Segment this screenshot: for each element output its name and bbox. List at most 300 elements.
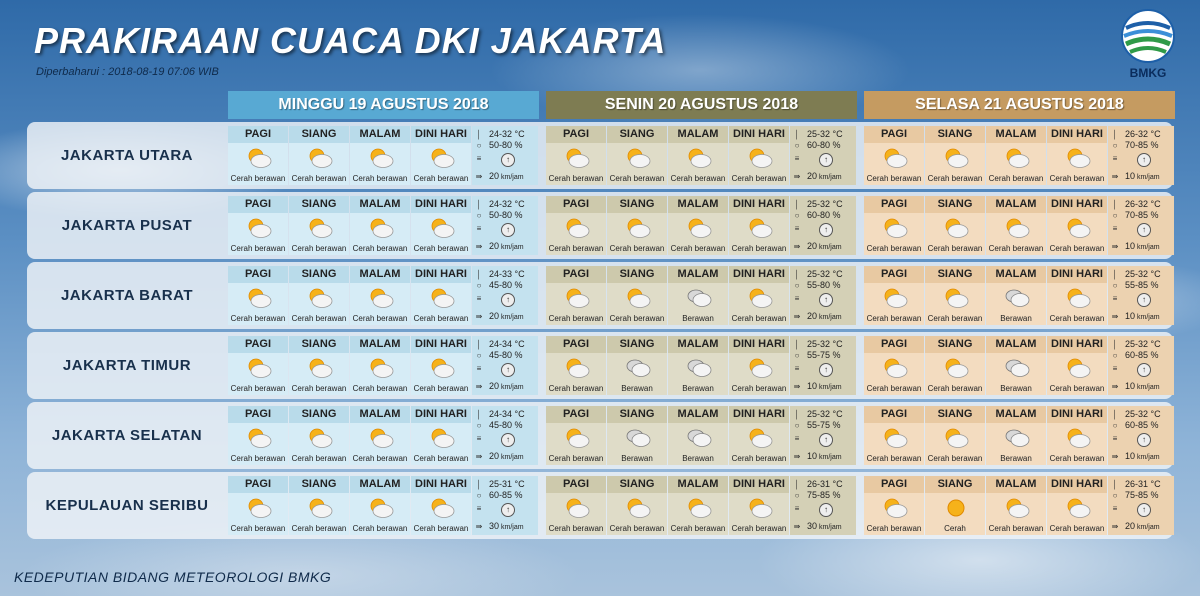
compass-icon: ↑ [819,153,833,167]
wind-unit: km/jam [819,454,842,461]
partly-cloudy-icon [564,287,590,309]
period-label: PAGI [546,336,606,353]
weather-description: Cerah berawan [731,314,787,323]
partly-cloudy-icon [625,217,651,239]
period-cell [228,476,288,535]
humidity [474,279,523,291]
partly-cloudy-icon [429,427,455,449]
period-label: MALAM [986,336,1046,353]
wind-speed-value: 20 [489,451,500,461]
weather-stats [472,126,538,185]
region-name: KEPULAUAN SERIBU [45,497,209,514]
period-label: DINI HARI [729,266,789,283]
weather-description: Cerah berawan [731,384,787,393]
temperature-value: 25-32 °C [1125,269,1161,279]
weather-description: Cerah berawan [1049,384,1105,393]
period-label: SIANG [607,126,667,143]
partly-cloudy-icon [307,427,333,449]
wind-sock-icon: ≡ [1112,364,1118,373]
compass-icon: ↑ [1137,363,1151,377]
partly-cloudy-icon [1065,497,1091,519]
period-label: DINI HARI [1047,266,1107,283]
weather-description: Cerah berawan [548,244,604,253]
partly-cloudy-icon [686,147,712,169]
compass-icon: ↑ [501,503,515,517]
wind-speed [474,380,524,392]
droplet-icon: ○ [794,421,800,430]
period-cell [228,406,288,465]
weather-stats [790,266,856,325]
weather-description: Cerah berawan [609,314,665,323]
period-label: SIANG [607,406,667,423]
partly-cloudy-icon [882,497,908,519]
weather-description: Cerah berawan [731,174,787,183]
period-label: DINI HARI [729,476,789,493]
region-name: JAKARTA SELATAN [51,427,203,444]
thermometer-icon: │ [1112,480,1118,489]
humidity-value: 55-75 % [807,350,841,360]
humidity [474,209,523,221]
wind-speed-value: 20 [489,381,500,391]
region-name: JAKARTA UTARA [60,147,194,164]
period-cell [289,266,349,325]
humidity [474,139,523,151]
thermometer-icon: │ [794,200,800,209]
wind-sock-icon: ≡ [794,224,800,233]
period-cell [411,266,471,325]
period-cell [289,196,349,255]
wind-sock-icon: ≡ [1112,294,1118,303]
weather-description: Cerah berawan [230,314,286,323]
partly-cloudy-icon [943,287,969,309]
period-label: DINI HARI [411,406,471,423]
partly-cloudy-icon [246,357,272,379]
wind-icon: ⇛ [793,452,801,461]
period-label: PAGI [864,336,924,353]
weather-description: Cerah berawan [731,244,787,253]
period-label: PAGI [228,476,288,493]
wind-unit: km/jam [819,384,842,391]
period-label: DINI HARI [729,196,789,213]
partly-cloudy-icon [686,497,712,519]
droplet-icon: ○ [794,211,800,220]
period-cell [864,196,924,255]
period-cell [668,406,728,465]
humidity-value: 70-85 % [1125,140,1159,150]
thermometer-icon: │ [794,480,800,489]
temperature-value: 26-32 °C [1125,199,1161,209]
droplet-icon: ○ [1112,351,1118,360]
temperature-value: 25-32 °C [807,199,843,209]
weather-description: Cerah berawan [866,314,922,323]
partly-cloudy-icon [943,147,969,169]
period-label: SIANG [289,126,349,143]
thermometer-icon: │ [476,410,482,419]
temperature-value: 25-32 °C [807,269,843,279]
wind-sock-icon: ≡ [794,434,800,443]
wind-sock-icon: ≡ [476,224,482,233]
period-label: MALAM [986,126,1046,143]
wind-unit: km/jam [819,314,842,321]
wind-speed [792,240,842,252]
wind-sock-icon: ≡ [476,504,482,513]
partly-cloudy-icon [368,427,394,449]
weather-stats [1108,266,1174,325]
period-cell [729,476,789,535]
temperature-value: 24-33 °C [489,269,525,279]
compass-icon: ↑ [819,223,833,237]
thermometer-icon: │ [794,270,800,279]
temperature-value: 26-32 °C [1125,129,1161,139]
period-label: PAGI [864,196,924,213]
thermometer-icon: │ [476,270,482,279]
wind-speed [792,450,842,462]
day-forecast-block [864,266,1175,325]
droplet-icon: ○ [1112,491,1118,500]
weather-stats [790,336,856,395]
partly-cloudy-icon [1065,147,1091,169]
wind-icon: ⇛ [475,172,483,181]
period-cell [350,266,410,325]
wind-sock-icon: ≡ [794,294,800,303]
period-cell [668,126,728,185]
thermometer-icon: │ [794,340,800,349]
weather-stats [790,476,856,535]
period-label: PAGI [228,126,288,143]
day-forecast-block [228,196,539,255]
compass-icon: ↑ [819,293,833,307]
day-forecast-block [546,266,857,325]
thermometer-icon: │ [1112,130,1118,139]
weather-description: Cerah berawan [609,524,665,533]
wind-sock-icon: ≡ [476,364,482,373]
weather-stats [472,336,538,395]
day-forecast-block [546,476,857,535]
period-label: DINI HARI [1047,406,1107,423]
wind-direction [1110,502,1120,514]
compass-icon: ↑ [501,433,515,447]
wind-unit: km/jam [501,454,524,461]
period-cell [864,406,924,465]
period-label: MALAM [668,196,728,213]
wind-direction [1110,432,1120,444]
partly-cloudy-icon [307,217,333,239]
period-label: SIANG [925,266,985,283]
wind-icon: ⇛ [475,312,483,321]
wind-unit: km/jam [1137,454,1160,461]
droplet-icon: ○ [476,421,482,430]
partly-cloudy-icon [429,287,455,309]
weather-description: Cerah berawan [291,174,347,183]
partly-cloudy-icon [1004,497,1030,519]
period-label: PAGI [228,266,288,283]
day-forecast-block [546,406,857,465]
thermometer-icon: │ [794,410,800,419]
weather-description: Cerah [944,524,966,533]
period-cell [350,126,410,185]
humidity [792,419,841,431]
weather-description: Cerah berawan [866,244,922,253]
temperature-value: 24-32 °C [489,129,525,139]
region-name: JAKARTA PUSAT [61,217,193,234]
period-label: DINI HARI [1047,196,1107,213]
day-forecast-block [546,196,857,255]
humidity [474,489,523,501]
wind-icon: ⇛ [475,382,483,391]
partly-cloudy-icon [246,217,272,239]
period-cell [986,336,1046,395]
wind-speed-value: 20 [1125,521,1136,531]
wind-sock-icon: ≡ [794,154,800,163]
weather-stats [790,126,856,185]
period-cell [925,196,985,255]
weather-description: Berawan [1000,454,1032,463]
thermometer-icon: │ [476,480,482,489]
weather-description: Cerah berawan [230,524,286,533]
period-cell [228,266,288,325]
period-cell [607,406,667,465]
wind-icon: ⇛ [1111,452,1119,461]
cloudy-icon [686,427,712,449]
period-label: SIANG [925,336,985,353]
region-row [27,402,1173,469]
wind-unit: km/jam [501,174,524,181]
partly-cloudy-icon [564,497,590,519]
period-cell [925,126,985,185]
wind-speed [792,380,842,392]
compass-icon: ↑ [1137,223,1151,237]
wind-speed [1110,310,1160,322]
compass-icon: ↑ [501,153,515,167]
footer-text: KEDEPUTIAN BIDANG METEOROLOGI BMKG [14,569,332,585]
period-label: PAGI [864,126,924,143]
page-title: PRAKIRAAN CUACA DKI JAKARTA [34,20,667,61]
period-label: DINI HARI [1047,336,1107,353]
partly-cloudy-icon [307,357,333,379]
partly-cloudy-icon [943,217,969,239]
period-label: PAGI [546,266,606,283]
period-cell [289,126,349,185]
weather-description: Berawan [621,454,653,463]
day-forecast-block [546,126,857,185]
day-forecast-block [864,336,1175,395]
weather-description: Cerah berawan [670,244,726,253]
region-row [27,472,1173,539]
period-cell [729,126,789,185]
humidity-value: 45-80 % [489,350,523,360]
weather-description: Cerah berawan [548,174,604,183]
compass-icon: ↑ [501,223,515,237]
period-label: SIANG [289,336,349,353]
cloudy-icon [625,427,651,449]
weather-description: Cerah berawan [413,524,469,533]
period-cell [925,406,985,465]
region-row [27,122,1173,189]
period-cell [289,406,349,465]
humidity-value: 60-80 % [807,140,841,150]
period-cell [350,196,410,255]
droplet-icon: ○ [1112,211,1118,220]
logo-text: BMKG [1129,66,1167,80]
thermometer-icon: │ [1112,270,1118,279]
period-label: DINI HARI [729,336,789,353]
period-label: MALAM [986,266,1046,283]
weather-stats [472,476,538,535]
period-label: PAGI [864,406,924,423]
wind-icon: ⇛ [793,242,801,251]
humidity-value: 70-85 % [1125,210,1159,220]
humidity-value: 60-85 % [489,490,523,500]
period-cell [607,196,667,255]
humidity [792,349,841,361]
day-forecast-block [864,476,1175,535]
weather-description: Cerah berawan [548,454,604,463]
wind-unit: km/jam [1137,174,1160,181]
partly-cloudy-icon [429,147,455,169]
wind-direction [474,432,484,444]
wind-speed [474,240,524,252]
droplet-icon: ○ [1112,281,1118,290]
wind-sock-icon: ≡ [1112,224,1118,233]
partly-cloudy-icon [564,427,590,449]
day-header: MINGGU 19 AGUSTUS 2018 [228,91,539,119]
period-cell [668,476,728,535]
wind-direction [792,292,802,304]
cloudy-icon [1004,427,1030,449]
day-forecast-block [228,476,539,535]
wind-speed-value: 10 [1125,241,1136,251]
weather-description: Cerah berawan [352,454,408,463]
weather-stats [472,266,538,325]
wind-speed [1110,450,1160,462]
humidity-value: 60-80 % [807,210,841,220]
weather-description: Cerah berawan [866,524,922,533]
partly-cloudy-icon [307,147,333,169]
wind-unit: km/jam [819,524,842,531]
period-cell [986,476,1046,535]
weather-description: Cerah berawan [1049,244,1105,253]
thermometer-icon: │ [476,340,482,349]
wind-icon: ⇛ [475,242,483,251]
weather-description: Berawan [682,314,714,323]
period-cell [228,336,288,395]
period-label: MALAM [350,406,410,423]
period-cell [986,406,1046,465]
partly-cloudy-icon [564,357,590,379]
weather-description: Berawan [1000,314,1032,323]
wind-speed-value: 20 [489,311,500,321]
period-label: MALAM [668,266,728,283]
humidity-value: 55-75 % [807,420,841,430]
period-label: PAGI [546,126,606,143]
compass-icon: ↑ [501,293,515,307]
period-cell [668,266,728,325]
day-forecast-block [228,336,539,395]
period-label: SIANG [925,196,985,213]
period-label: MALAM [350,266,410,283]
period-cell [668,196,728,255]
day-forecast-block [228,266,539,325]
humidity [1110,419,1159,431]
region-row [27,332,1173,399]
sunny-icon [943,497,969,519]
wind-speed-value: 10 [1125,381,1136,391]
period-cell [864,266,924,325]
partly-cloudy-icon [747,357,773,379]
period-label: SIANG [925,476,985,493]
period-label: SIANG [289,476,349,493]
period-cell [289,336,349,395]
weather-stats [1108,406,1174,465]
weather-description: Cerah berawan [413,244,469,253]
wind-speed [1110,240,1160,252]
period-cell [864,476,924,535]
wind-speed-value: 30 [489,521,500,531]
weather-description: Cerah berawan [291,314,347,323]
humidity [474,419,523,431]
period-label: MALAM [350,336,410,353]
wind-icon: ⇛ [475,452,483,461]
weather-description: Cerah berawan [291,454,347,463]
wind-sock-icon: ≡ [794,504,800,513]
period-label: DINI HARI [411,126,471,143]
wind-speed-value: 20 [807,241,818,251]
humidity [474,349,523,361]
weather-description: Cerah berawan [352,174,408,183]
weather-description: Cerah berawan [413,384,469,393]
weather-description: Cerah berawan [1049,314,1105,323]
period-label: DINI HARI [411,196,471,213]
wind-icon: ⇛ [793,522,801,531]
period-cell [546,406,606,465]
weather-description: Cerah berawan [670,174,726,183]
wind-direction [792,152,802,164]
period-cell [228,196,288,255]
partly-cloudy-icon [882,357,908,379]
period-cell [546,336,606,395]
weather-description: Cerah berawan [927,174,983,183]
weather-description: Cerah berawan [230,454,286,463]
wind-icon: ⇛ [793,172,801,181]
period-cell [925,476,985,535]
day-forecast-block [546,336,857,395]
weather-description: Cerah berawan [927,244,983,253]
weather-stats [472,406,538,465]
period-cell [546,196,606,255]
region-name: JAKARTA BARAT [60,287,194,304]
partly-cloudy-icon [882,287,908,309]
cloudy-icon [686,357,712,379]
weather-description: Cerah berawan [866,454,922,463]
period-cell [228,126,288,185]
updated-timestamp: Diperbaharui : 2018-08-19 07:06 WIB [36,66,219,78]
period-label: MALAM [986,476,1046,493]
partly-cloudy-icon [564,147,590,169]
partly-cloudy-icon [368,287,394,309]
region-row [27,262,1173,329]
weather-stats [472,196,538,255]
period-label: DINI HARI [411,476,471,493]
period-cell [411,406,471,465]
partly-cloudy-icon [246,427,272,449]
period-cell [668,336,728,395]
period-cell [986,196,1046,255]
period-label: MALAM [986,406,1046,423]
period-label: PAGI [546,476,606,493]
wind-speed [474,520,524,532]
period-cell [546,126,606,185]
wind-speed [792,310,842,322]
